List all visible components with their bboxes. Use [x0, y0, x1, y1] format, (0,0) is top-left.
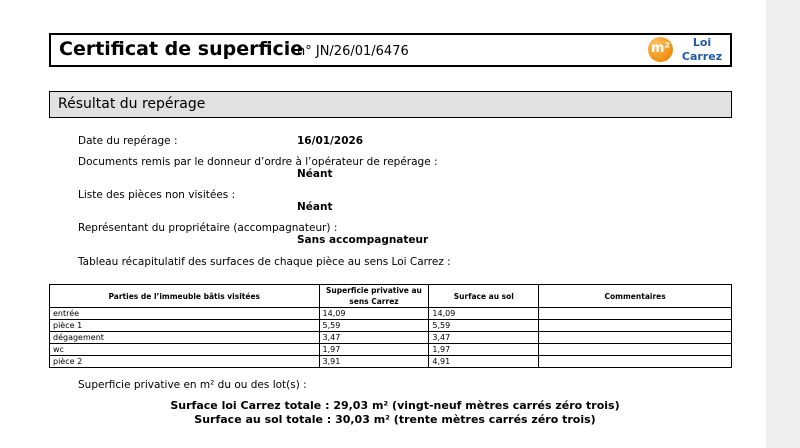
certificate-title: Certificat de superficie: [59, 38, 304, 60]
loi-carrez-logo: [645, 35, 729, 66]
representative-value: Sans accompagnateur: [297, 234, 429, 246]
room-cell: pièce 1: [50, 320, 320, 332]
documents-label: Documents remis par le donneur d’ordre à l’opérateur de repérage :: [78, 156, 438, 168]
logo-line-2: Carrez: [681, 50, 723, 63]
logo-line-1: Loi: [692, 36, 712, 49]
header-comments: Commentaires: [539, 285, 732, 308]
table-header-row: [50, 285, 732, 308]
room-cell: dégagement: [50, 332, 320, 344]
date-label: Date du repérage :: [78, 135, 178, 147]
carrez-total: Surface loi Carrez totale : 29,03 m² (vingt-neuf mètres carrés zéro trois): [170, 399, 620, 412]
certificate-number: n° JN/26/01/6476: [297, 44, 409, 59]
header-sol: Surface au sol: [429, 285, 539, 308]
room-cell: entrée: [50, 308, 320, 320]
sol-cell: 5,59: [429, 320, 539, 332]
surfaces-table: [49, 284, 732, 368]
carrez-cell: 5,59: [319, 320, 429, 332]
comment-cell: [539, 356, 732, 368]
table-row: [50, 344, 732, 356]
not-visited-label: Liste des pièces non visitées :: [78, 189, 236, 201]
table-row: [50, 320, 732, 332]
representative-label: Représentant du propriétaire (accompagnateur) :: [78, 222, 338, 234]
room-cell: pièce 2: [50, 356, 320, 368]
section-header: [49, 91, 732, 118]
comment-cell: [539, 308, 732, 320]
certificate-header: [49, 33, 732, 67]
section-title: Résultat du repérage: [58, 96, 206, 112]
room-cell: wc: [50, 344, 320, 356]
comment-cell: [539, 332, 732, 344]
page-edge: [766, 0, 800, 448]
m2-logo-icon: m²: [648, 37, 673, 62]
carrez-cell: 3,91: [319, 356, 429, 368]
comment-cell: [539, 344, 732, 356]
documents-value: Néant: [297, 168, 333, 180]
summary-label: Superficie privative en m² du ou des lot(s) :: [78, 379, 307, 391]
sol-cell: 4,91: [429, 356, 539, 368]
table-row: [50, 332, 732, 344]
header-rooms: Parties de l’immeuble bâtis visitées: [50, 285, 320, 308]
sol-cell: 14,09: [429, 308, 539, 320]
not-visited-value: Néant: [297, 201, 333, 213]
sol-total: Surface au sol totale : 30,03 m² (trente mètres carrés zéro trois): [194, 413, 596, 426]
sol-cell: 1,97: [429, 344, 539, 356]
logo-text: [681, 36, 723, 64]
comment-cell: [539, 320, 732, 332]
table-row: [50, 308, 732, 320]
sol-cell: 3,47: [429, 332, 539, 344]
carrez-cell: 14,09: [319, 308, 429, 320]
carrez-cell: 1,97: [319, 344, 429, 356]
date-value: 16/01/2026: [297, 135, 364, 147]
header-carrez: Superficie privative au sens Carrez: [319, 285, 429, 308]
carrez-cell: 3,47: [319, 332, 429, 344]
table-intro: Tableau récapitulatif des surfaces de chaque pièce au sens Loi Carrez :: [78, 256, 451, 268]
table-row: [50, 356, 732, 368]
